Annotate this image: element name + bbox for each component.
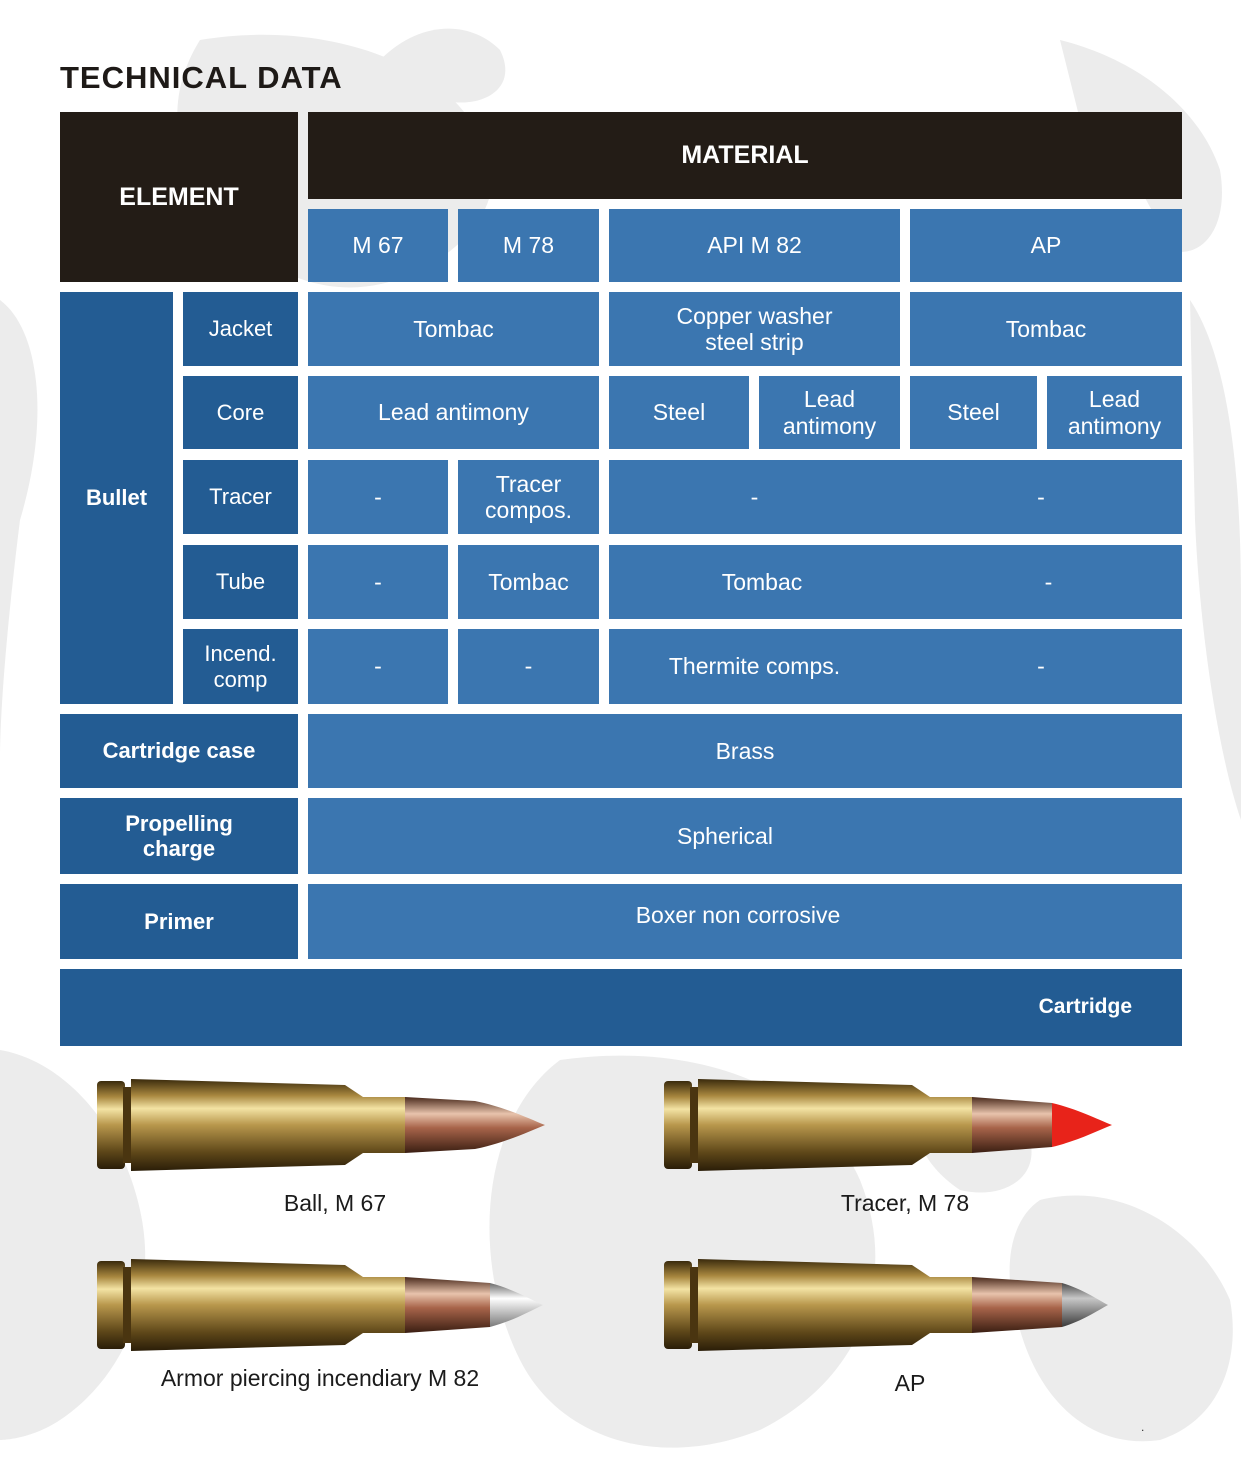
table-cell: Tombac [910, 292, 1182, 366]
table-cell: - [458, 629, 599, 704]
row-label-cartridge-case: Cartridge case [60, 714, 298, 788]
row-label-tracer: Tracer [183, 460, 298, 534]
table-cell: - [900, 460, 1182, 534]
table-cell: Spherical [308, 798, 1182, 874]
type-header-ap: AP [910, 209, 1182, 282]
row-label-primer: Primer [60, 884, 298, 959]
type-header-api-m82: API M 82 [609, 209, 900, 282]
row-label-jacket: Jacket [183, 292, 298, 366]
table-cell: Tracer compos. [458, 460, 599, 534]
type-header-m67: M 67 [308, 209, 448, 282]
material-header: MATERIAL [308, 112, 1182, 199]
table-cell: Tombac [609, 545, 915, 619]
row-label-tube: Tube [183, 545, 298, 619]
table-cell: Steel [910, 376, 1037, 449]
caption-api-m82: Armor piercing incendiary M 82 [160, 1365, 480, 1391]
caption-ap: AP [894, 1370, 926, 1396]
row-label-propelling-charge: Propelling charge [60, 798, 298, 874]
table-cell: Copper washer steel strip [609, 292, 900, 366]
ball-m67-cartridge-image [95, 1075, 550, 1175]
table-cell: Boxer non corrosive [308, 884, 1182, 959]
table-cell: Steel [609, 376, 749, 449]
table-cell: - [900, 629, 1182, 704]
type-header-m78: M 78 [458, 209, 599, 282]
caption-tracer-m78: Tracer, M 78 [840, 1190, 970, 1216]
table-cell: Thermite comps. [609, 629, 900, 704]
table-cell: Lead antimony [1047, 376, 1182, 449]
bullet-group-label: Bullet [60, 292, 173, 704]
table-cell: Tombac [308, 292, 599, 366]
ap-cartridge-image [662, 1255, 1117, 1355]
api-m82-cartridge-image [95, 1255, 550, 1355]
table-cell: Lead antimony [759, 376, 900, 449]
table-cell: Brass [308, 714, 1182, 788]
footnote-mark: . [1141, 1420, 1145, 1434]
table-cell: Lead antimony [308, 376, 599, 449]
table-cell: - [308, 629, 448, 704]
table-cell: Tombac [458, 545, 599, 619]
page-title: TECHNICAL DATA [60, 60, 343, 95]
row-label-core: Core [183, 376, 298, 449]
table-cell: - [308, 460, 448, 534]
cartridge-footer-bar: Cartridge [60, 969, 1182, 1046]
row-label-incend-comp: Incend. comp [183, 629, 298, 704]
element-header: ELEMENT [60, 112, 298, 282]
tracer-m78-cartridge-image [662, 1075, 1117, 1175]
caption-ball-m67: Ball, M 67 [283, 1190, 387, 1216]
table-cell: - [609, 460, 900, 534]
table-cell: - [915, 545, 1182, 619]
table-cell: - [308, 545, 448, 619]
